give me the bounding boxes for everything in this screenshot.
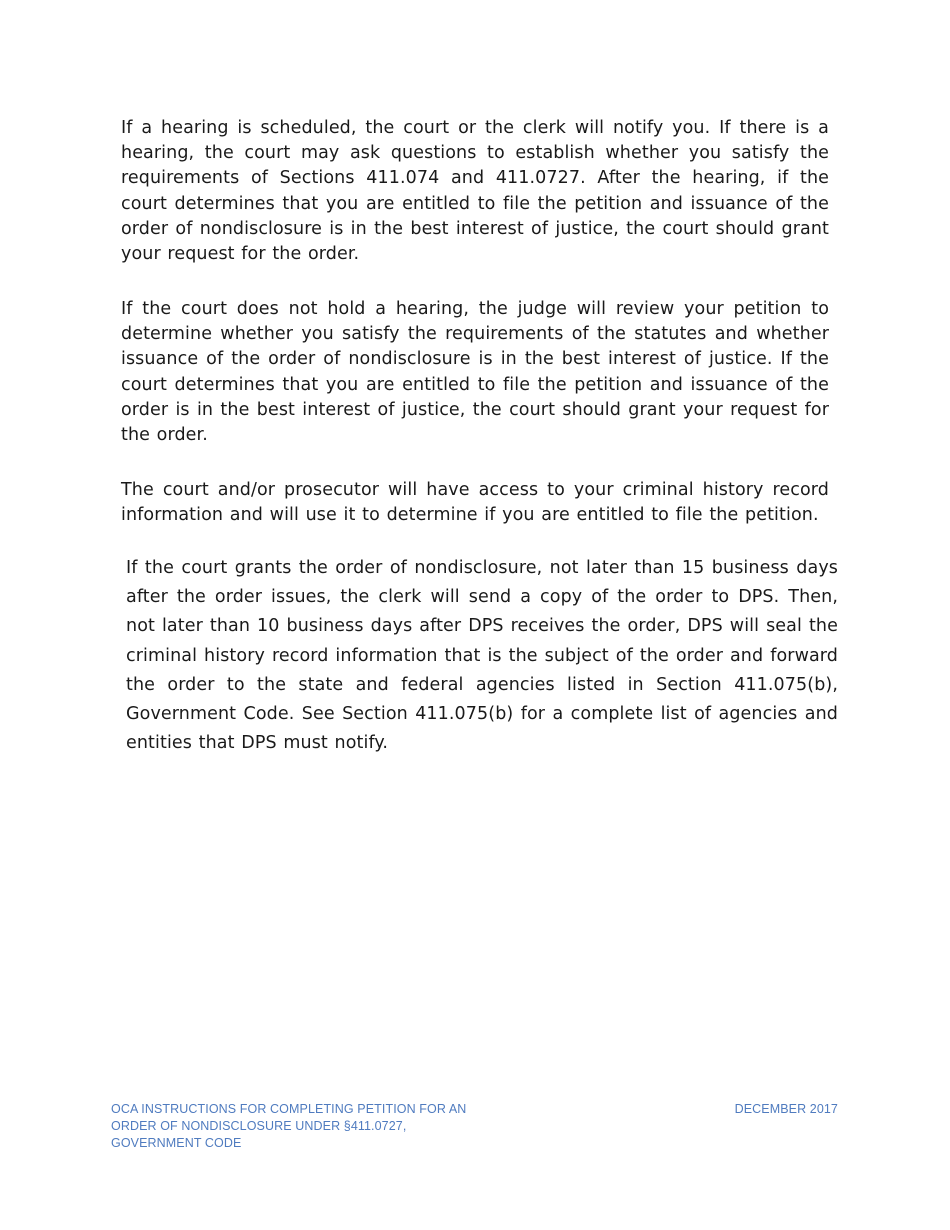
paragraph-access-records: The court and/or prosecutor will have access to your criminal history record information and will use it to determine if you are entitled to file the petition. [121,480,829,526]
paragraph-no-hearing: If the court does not hold a hearing, the judge will review your petition to determine whether you satisfy the requirements of the statutes and whether issuance of the order of nondisclosure is in the best interest of justice. If the court determines that you are entitled to file the petition and issuance of the order is in the best interest of justice, the court should grant your request for the order. [121,299,829,446]
footer-date: DECEMBER 2017 [734,1102,838,1116]
footer-title-line-3: GOVERNMENT CODE [111,1136,242,1150]
paragraph-hearing-scheduled: If a hearing is scheduled, the court or the clerk will notify you. If there is a hearing, the court may ask questions to establish whether you satisfy the requirements of Sections 411.074 and 411.0727. After the hearing, if the court determines that you are entitled to file the petition and issuance of the order of nondisclosure is in the best interest of justice, the court should grant your request for the order. [121,118,829,265]
footer-title-line-2: ORDER OF NONDISCLOSURE UNDER §411.0727, [111,1119,407,1133]
paragraph-order-granted: If the court grants the order of nondisclosure, not later than 15 business days after the order issues, the clerk will send a copy of the order to DPS. Then, not later than 10 business days after DPS receives the order, DPS will seal the criminal history record information that is the subject of the order and forward the order to the state and federal agencies listed in Section 411.075(b), Government Code. See Section 411.075(b) for a complete list of agencies and entities that DPS must notify. [126,558,838,754]
footer-title-line-1: OCA INSTRUCTIONS FOR COMPLETING PETITION FOR AN [111,1102,467,1116]
footer-document-title [111,1101,471,1152]
